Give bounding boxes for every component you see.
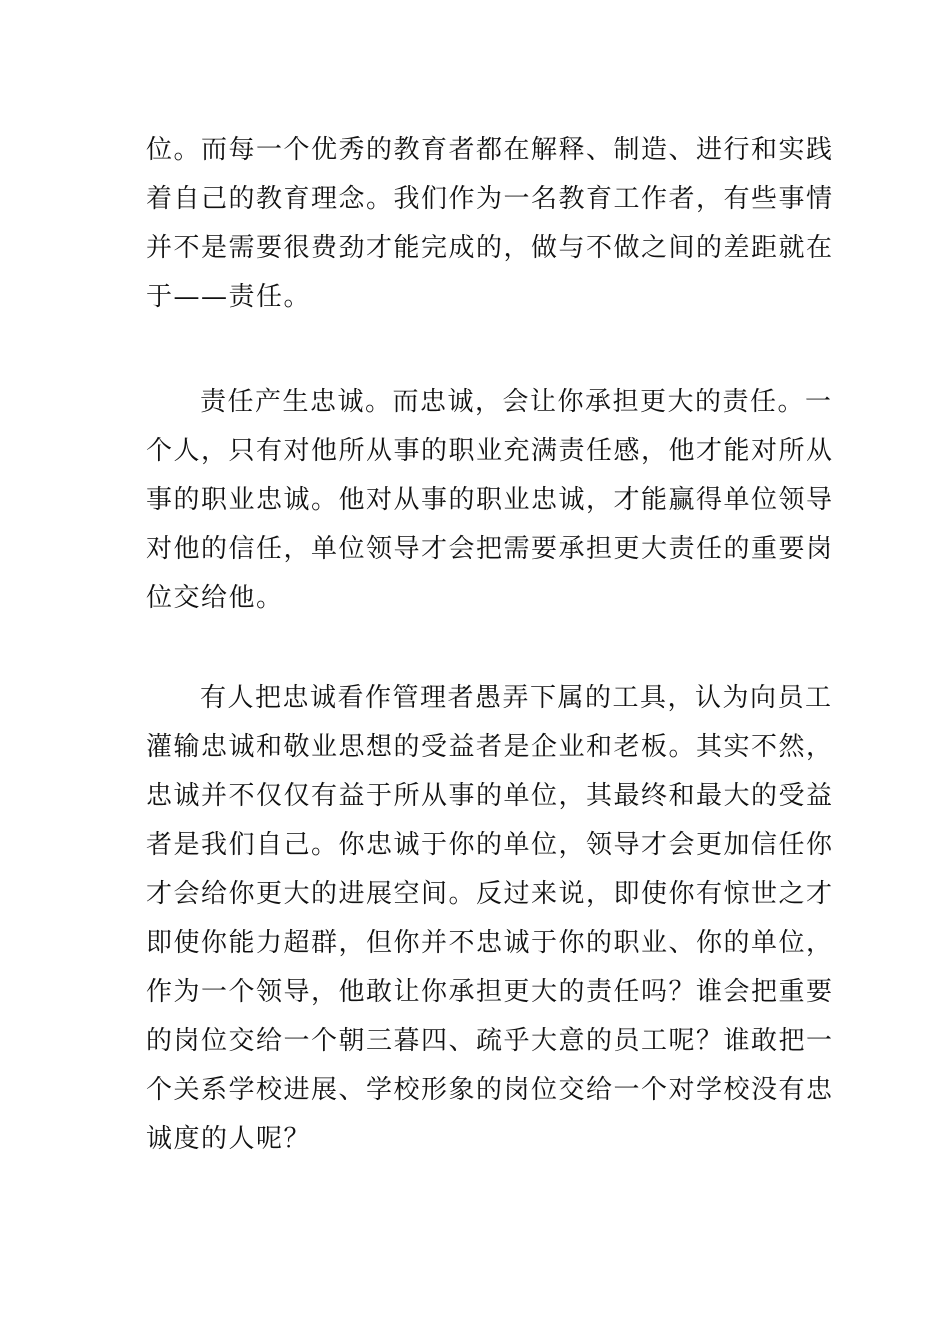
paragraph-line: 位交给他。: [146, 583, 284, 613]
paragraph-line: 于——责任。: [146, 282, 312, 312]
paragraph-1: [146, 126, 834, 322]
paragraph-line: 忠诚并不仅仅有益于所从事的单位，其最终和最大的受益: [146, 781, 834, 811]
paragraph-line: 诚度的人呢？: [146, 1124, 312, 1154]
paragraph-line: 才会给你更大的进展空间。反过来说，即使你有惊世之才: [146, 879, 834, 909]
paragraph-3: [146, 674, 834, 1164]
paragraph-line: 的岗位交给一个朝三暮四、疏乎大意的员工呢？谁敢把一: [146, 1026, 834, 1056]
paragraph-2: [146, 378, 834, 623]
paragraph-line: 着自己的教育理念。我们作为一名教育工作者，有些事情: [146, 184, 834, 214]
paragraph-line: 位。而每一个优秀的教育者都在解释、制造、进行和实践: [146, 135, 834, 165]
paragraph-line: 者是我们自己。你忠诚于你的单位，领导才会更加信任你: [146, 830, 834, 860]
paragraph-line: 有人把忠诚看作管理者愚弄下属的工具，认为向员工: [200, 683, 833, 713]
paragraph-line: 对他的信任，单位领导才会把需要承担更大责任的重要岗: [146, 534, 834, 564]
paragraph-line: 灌输忠诚和敬业思想的受益者是企业和老板。其实不然，: [146, 732, 834, 762]
paragraph-line: 并不是需要很费劲才能完成的，做与不做之间的差距就在: [146, 233, 834, 263]
paragraph-line: 个关系学校进展、学校形象的岗位交给一个对学校没有忠: [146, 1075, 834, 1105]
paragraph-line: 作为一个领导，他敢让你承担更大的责任吗？谁会把重要: [146, 977, 834, 1007]
paragraph-line: 即使你能力超群，但你并不忠诚于你的职业、你的单位，: [146, 928, 834, 958]
paragraph-line: 个人，只有对他所从事的职业充满责任感，他才能对所从: [146, 436, 834, 466]
paragraph-line: 事的职业忠诚。他对从事的职业忠诚，才能赢得单位领导: [146, 485, 834, 515]
paragraph-line: 责任产生忠诚。而忠诚，会让你承担更大的责任。一: [200, 387, 833, 417]
